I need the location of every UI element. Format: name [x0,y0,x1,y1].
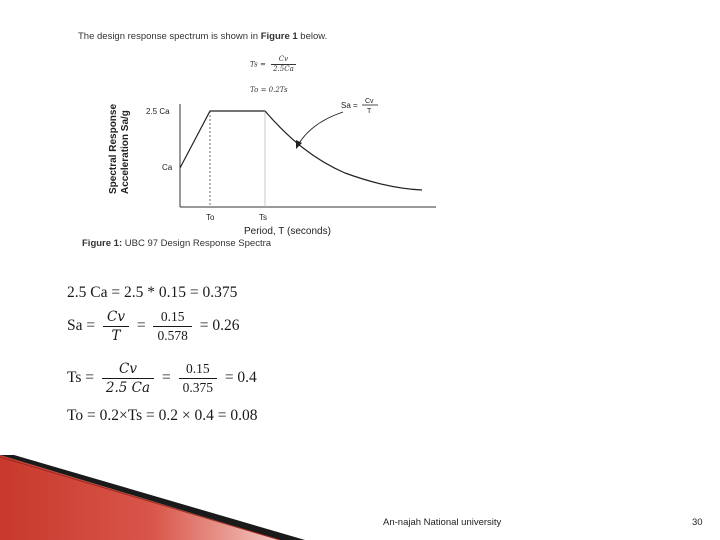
calc-line-2-5ca: 2.5 Ca = 2.5 * 0.15 = 0.375 [67,284,238,301]
calc-ts-f1-den: 2.5 Ca [105,380,151,396]
y-tick-2-5ca: 2.5 Ca [146,107,170,116]
annotation-den: T [367,108,372,115]
calc-ts-f2-den: 0.375 [182,380,213,395]
calc-sa-equals: = [136,317,146,335]
y-label-line2: Acceleration Sa/g [120,110,131,194]
calc-sa-f2-den: 0.578 [157,328,188,343]
figure-intro-ref: Figure 1 [260,31,298,42]
calc-sa-result: = 0.26 [199,317,240,335]
annotation-num: Cv [365,98,374,105]
figure-intro-end: below. [297,31,328,42]
calc-ts-lhs: Ts = [67,369,95,387]
calc-ts-equals: = [161,369,171,387]
calc-line-to: To = 0.2×Ts = 0.2 × 0.4 = 0.08 [67,407,258,424]
calc-ts-f2-num: 0.15 [179,360,217,379]
calc-ts-f1-num: Cv [102,360,154,379]
x-tick-ts: Ts [259,213,267,222]
annotation-lhs: Sa = [341,101,358,110]
calc-sa-f1-num: Cv [103,308,129,327]
figure-intro-text: The design response spectrum is shown in [78,31,261,42]
calc-sa-lhs: Sa = [67,317,96,335]
x-axis-label: Period, T (seconds) [244,226,331,237]
x-tick-to: To [206,213,215,222]
y-label-line1: Spectral Response [108,103,119,194]
footer-institution: An-najah National university [383,517,502,528]
formula-ts-lhs: Ts = [250,60,266,69]
formula-ts-den: 2.5Ca [273,65,294,73]
formula-ts-num: Cv [271,55,296,65]
formula-to: To = 0.2Ts [250,86,288,94]
calc-sa-f2-num: 0.15 [153,308,191,327]
y-tick-ca: Ca [162,163,173,172]
figure-caption-text: UBC 97 Design Response Spectra [122,238,272,249]
calc-ts-result: = 0.4 [224,369,257,387]
figure-caption-label: Figure 1: [82,238,123,249]
calc-sa-f1-den: T [111,328,121,344]
page-number: 30 [692,517,703,528]
